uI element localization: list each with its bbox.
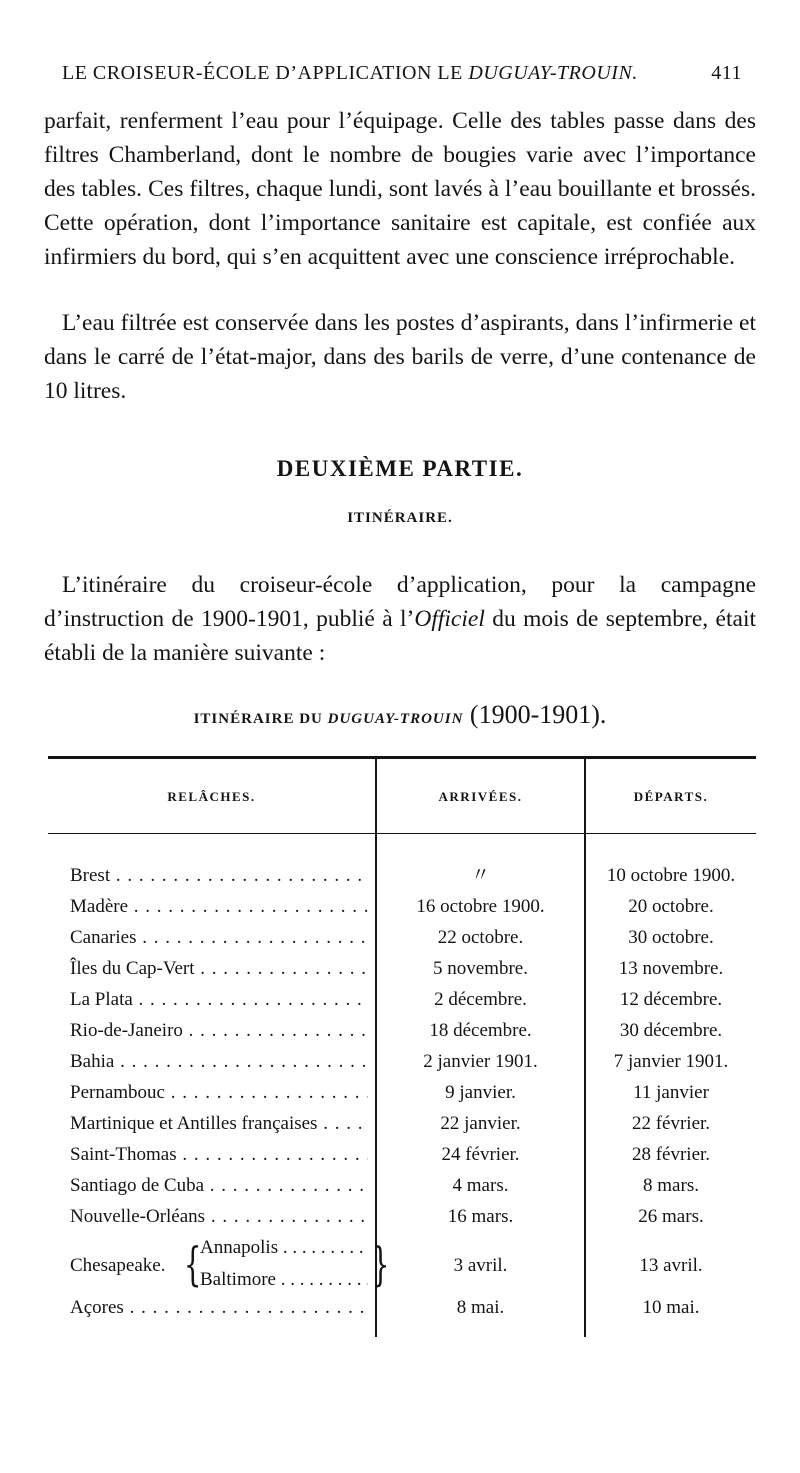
table-row [48, 1016, 756, 1046]
arrival-cell: 2 janvier 1901. [423, 1051, 538, 1072]
paragraph-filtered-water: L’eau filtrée est conservée dans les postes d’aspirants, dans l’infirmerie et dans le carré de l’état-major, dans des barils de verre, d’une contenance de 10 litres. [44, 310, 756, 404]
right-brace: } [371, 1237, 390, 1291]
departure-cell: 22 février. [631, 1113, 711, 1134]
table-row [48, 1202, 756, 1232]
itinerary-table [48, 756, 756, 1339]
table-title-years: (1900-1901). [463, 700, 607, 729]
place-cell: Pernambouc . . . [70, 1078, 368, 1108]
place-cell: Açores . . . [70, 1293, 368, 1323]
arrival-cell: 22 octobre. [437, 927, 524, 948]
table-title-ship: DUGUAY-TROUIN [327, 711, 464, 727]
place-cell: Chesapeake. [70, 1255, 166, 1276]
arrival-cell: 2 décembre. [434, 989, 527, 1010]
table-row [48, 1109, 756, 1139]
departure-cell: 11 janvier [633, 1082, 709, 1103]
section-heading: ITINÉRAIRE. [347, 510, 453, 526]
arrival-cell: 4 mars. [452, 1175, 509, 1196]
page-number: 411 [711, 62, 742, 84]
header-rule [48, 833, 756, 834]
running-head-ship: DUGUAY-TROUIN. [468, 62, 638, 84]
arrival-cell: 8 mai. [456, 1297, 505, 1318]
departure-cell: 12 décembre. [619, 989, 723, 1010]
departure-cell: 26 mars. [638, 1206, 704, 1227]
place-cell: Martinique et Antilles françaises . . . [70, 1109, 368, 1139]
departure-cell: 10 octobre 1900. [606, 865, 736, 886]
arrival-cell: 18 décembre. [429, 1020, 532, 1041]
officiel-italic: Officiel [414, 606, 485, 632]
header-relaches: RELÂCHES. [167, 789, 256, 804]
place-cell: Santiago de Cuba . . . [70, 1171, 368, 1201]
running-head [62, 62, 742, 92]
place-cell: Rio-de-Janeiro . . . [70, 1016, 368, 1046]
place-cell: Canaries . . . [70, 923, 368, 953]
table-row [48, 954, 756, 984]
place-cell: Bahia . . . [70, 1047, 368, 1077]
left-brace: { [183, 1237, 202, 1291]
arrival-cell: 22 janvier. [440, 1113, 521, 1134]
departure-cell: 10 mai. [642, 1297, 700, 1318]
paragraph-itinerary-intro: L’itinéraire du croiseur-école d’application, pour la campagne d’instruction de 1900-1901, publié à l’Officiel du mois de septembre, était établi de la manière suivante : [44, 572, 757, 666]
departure-cell: 30 octobre. [628, 927, 714, 948]
table-row [48, 861, 756, 891]
table-row [48, 985, 756, 1015]
arrival-cell: 5 novembre. [433, 958, 528, 979]
departure-cell: 28 février. [631, 1144, 711, 1165]
table-row [48, 1171, 756, 1201]
place-cell: Îles du Cap-Vert . . . [70, 954, 368, 984]
departure-cell: 20 octobre. [628, 896, 714, 917]
departure-cell: 13 novembre. [618, 958, 724, 979]
arrival-cell: 3 avril. [453, 1255, 508, 1276]
place-cell: Saint-Thomas . . . [70, 1140, 368, 1170]
table-row [48, 892, 756, 922]
table-row [48, 923, 756, 953]
place-cell: La Plata . . . [70, 985, 368, 1015]
table-row [48, 1140, 756, 1170]
header-departs: DÉPARTS. [633, 789, 709, 804]
arrival-cell: 〃 [470, 865, 490, 886]
table-row [48, 1078, 756, 1108]
table-row [48, 1047, 756, 1077]
arrival-cell: 16 octobre 1900. [416, 896, 545, 917]
departure-cell: 7 janvier 1901. [613, 1051, 729, 1072]
paragraph-filters: parfait, renferment l’eau pour l’équipage. Celle des tables passe dans des filtres Chamberland, dont le nombre de bougies varie avec l’importance des tables. Ces filtres, chaque lundi, sont lavés à l’eau bouillante et brossés. Cette opération, dont l’importance sanitaire est capitale, est confiée aux infirmiers du bord, qui s’en acquittent avec une conscience irréprochable. [44, 108, 756, 270]
departure-cell: 13 avril. [639, 1255, 703, 1276]
departure-cell: 30 décembre. [619, 1020, 723, 1041]
part-heading: DEUXIÈME PARTIE. [276, 456, 524, 481]
arrival-cell: 16 mars. [447, 1206, 514, 1227]
arrival-cell: 24 février. [441, 1144, 520, 1165]
sub-place-annapolis: Annapolis . . . [200, 1237, 368, 1259]
header-arrivees: ARRIVÉES. [438, 789, 523, 804]
place-cell: Nouvelle-Orléans . . . [70, 1202, 368, 1232]
sub-place-baltimore: Baltimore . . . [200, 1269, 368, 1291]
departure-cell: 8 mars. [643, 1175, 699, 1196]
table-row [48, 1293, 756, 1323]
place-cell: Brest . . . [70, 861, 368, 891]
place-cell: Madère . . . [70, 892, 368, 922]
running-head-title: LE CROISEUR-ÉCOLE D’APPLICATION LE DUGUAY-TROUIN. [62, 62, 638, 84]
table-title: ITINÉRAIRE DU DUGUAY-TROUIN (1900-1901). [193, 700, 607, 729]
arrival-cell: 9 janvier. [445, 1082, 516, 1103]
